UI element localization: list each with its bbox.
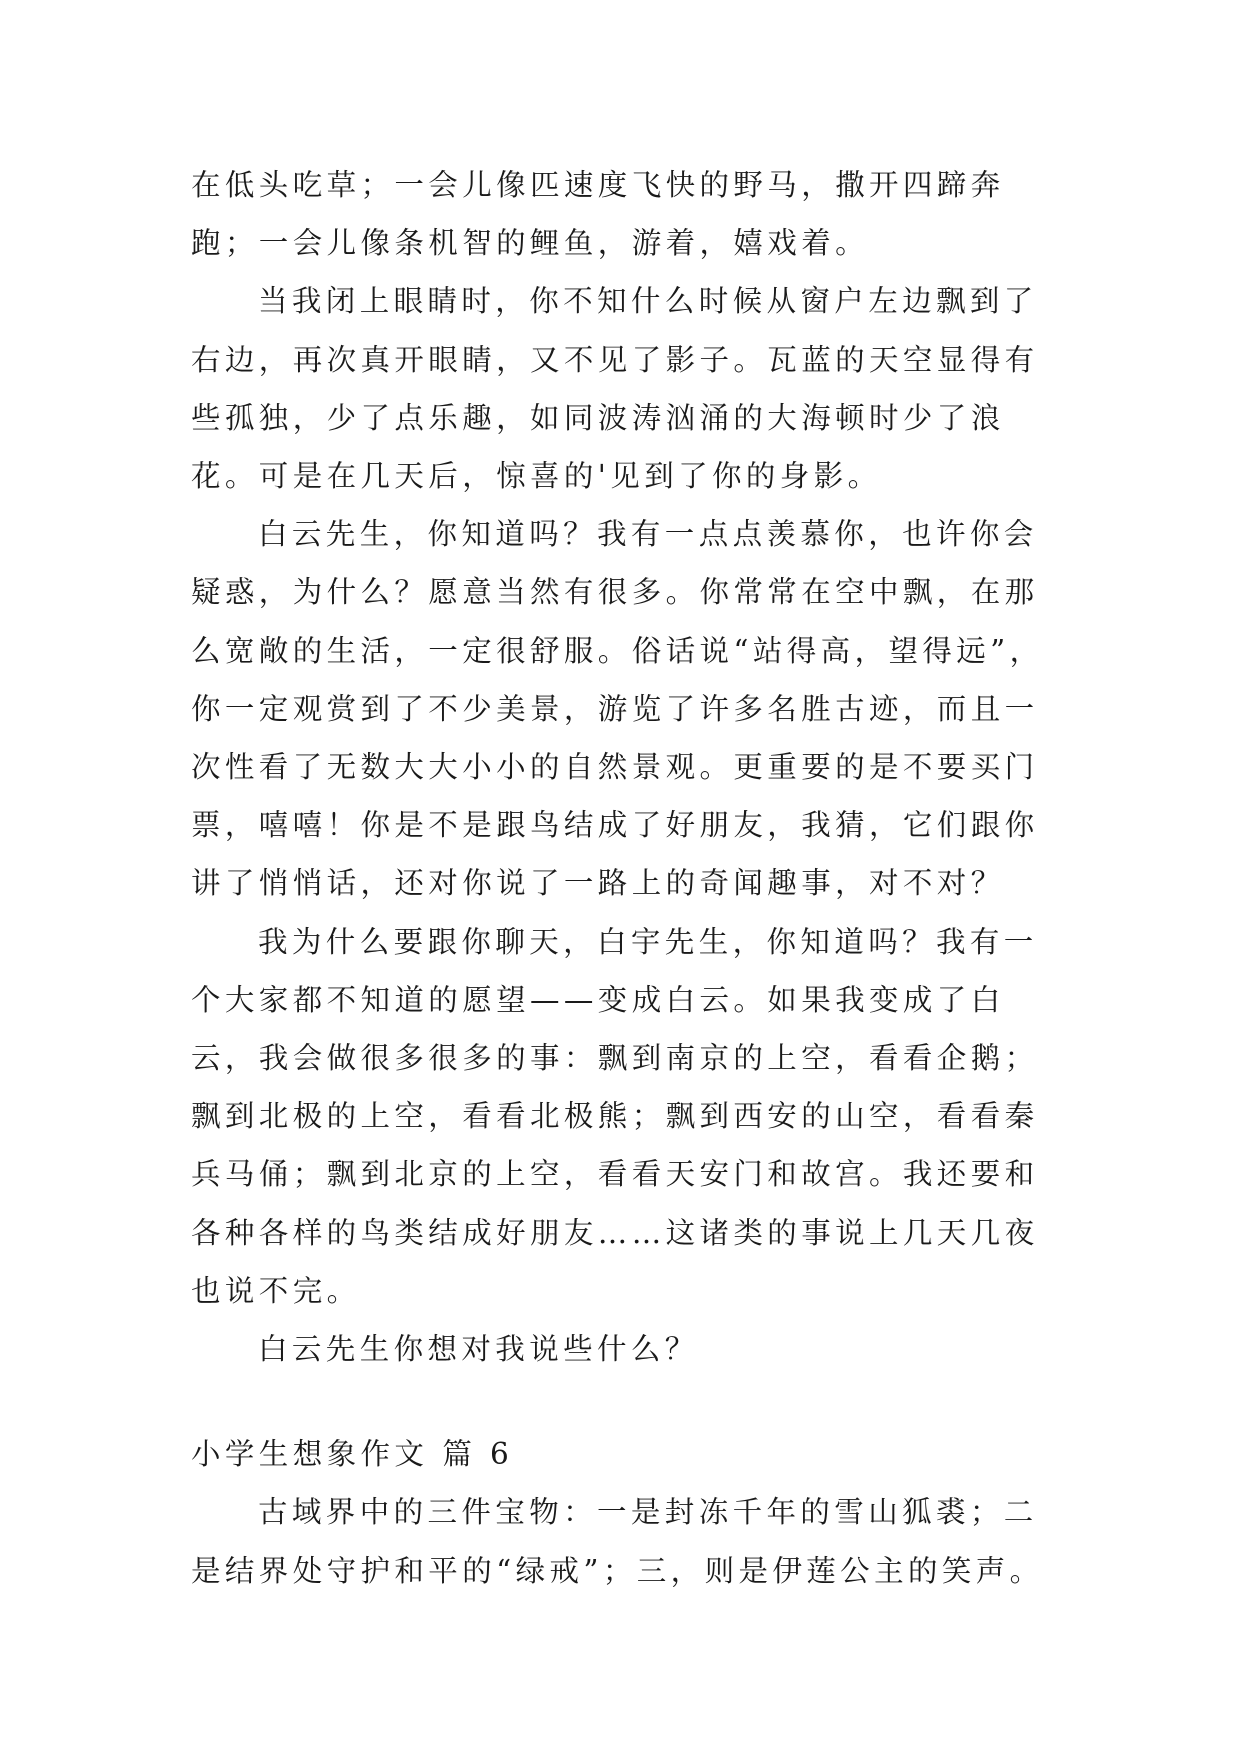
section-title: 小学生想象作文	[191, 1437, 429, 1472]
paragraph-6: 古域界中的三件宝物：一是封冻千年的雪山狐裘；二是结界处守护和平的“绿戒”；三，则是伊莲公主的笑声。	[191, 1495, 1044, 1588]
paragraph-1: 在低头吃草；一会儿像匹速度飞快的野马，撒开四蹄奔跑；一会儿像条机智的鲤鱼，游着，嬉戏着。	[191, 168, 1005, 261]
paragraph-2: 当我闭上眼睛时，你不知什么时候从窗户左边飘到了右边，再次真开眼睛，又不见了影子。瓦蓝的天空显得有些孤独，少了点乐趣，如同波涛汹涌的大海顿时少了浪花。可是在几天后，惊喜的'见到了你的身影。	[191, 284, 1039, 494]
paragraph-3: 白云先生，你知道吗？我有一点点羡慕你，也许你会疑惑，为什么？愿意当然有很多。你常常在空中飘，在那么宽敞的生活，一定很舒服。俗话说“站得高，望得远”，你一定观赏到了不少美景，游览了许多名胜古迹，而且一次性看了无数大大小小的自然景观。更重要的是不要买门票，嘻嘻！你是不是跟鸟结成了好朋友，我猜，它们跟你讲了悄悄话，还对你说了一路上的奇闻趣事，对不对？	[191, 517, 1044, 901]
section-heading	[191, 1425, 1051, 1483]
paragraph-5: 白云先生你想对我说些什么？	[258, 1332, 699, 1367]
document-body	[191, 156, 1051, 1600]
paragraph-4: 我为什么要跟你聊天，白宇先生，你知道吗？我有一个大家都不知道的愿望——变成白云。如果我变成了白云，我会做很多很多的事：飘到南京的上空，看看企鹅；飘到北极的上空，看看北极熊；飘到西安的山空，看看秦兵马俑；飘到北京的上空，看看天安门和故宫。我还要和各种各样的鸟类结成好朋友……这诸类的事说上几天几夜也说不完。	[191, 924, 1039, 1308]
section-number: 篇 6	[442, 1437, 514, 1472]
